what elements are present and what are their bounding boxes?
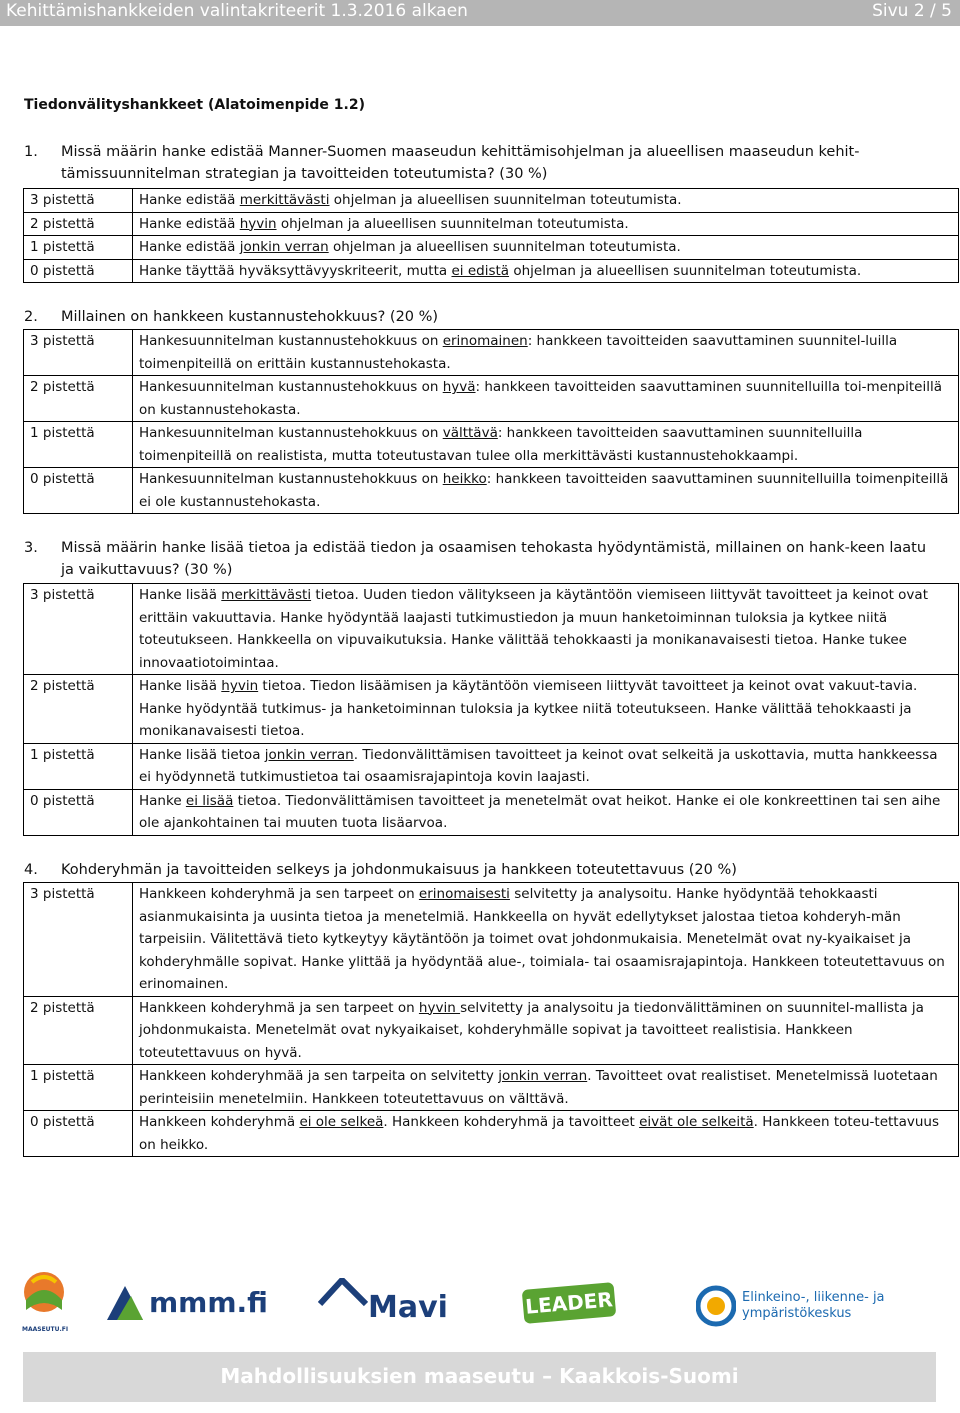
criteria-row: [24, 1065, 959, 1111]
emphasized-term: jonkin verran: [264, 746, 354, 763]
description-text: Hanke lisää: [139, 678, 222, 694]
section-title: Tiedonvälityshankkeet (Alatoimenpide 1.2): [24, 97, 366, 113]
criteria-description: [133, 376, 959, 422]
document-header: [0, 0, 960, 26]
description-text: : hankkeen tavoitteiden saavuttaminen suunnitelluilla toimenpiteillä ei ole kustannustehokasta.: [139, 471, 949, 510]
description-text: Hankesuunnitelman kustannustehokkuus on: [139, 379, 443, 395]
question-number: 1.: [24, 144, 38, 160]
criteria-description: [133, 584, 959, 675]
score-label: 1 pistettä: [24, 743, 133, 789]
question-2-heading: [24, 306, 944, 328]
question-text: Missä määrin hanke lisää tietoa ja edistää tiedon ja osaamisen tehokasta hyödyntämistä, millainen on hank-keen laatu ja vaikuttavuus? (30 %): [61, 540, 927, 578]
description-text: ohjelman ja alueellisen suunnitelman toteutumista.: [329, 192, 682, 208]
criteria-description: [133, 422, 959, 468]
question-text: Kohderyhmän ja tavoitteiden selkeys ja johdonmukaisuus ja hankkeen toteutettavuus (20 %): [61, 862, 737, 878]
emphasized-term: hyvä: [442, 379, 476, 395]
question-3-heading: [24, 537, 944, 581]
description-text: ohjelman ja alueellisen suunnitelman toteutumista.: [328, 239, 681, 255]
description-text: : hankkeen tavoitteiden saavuttaminen suunnitel-luilla toimenpiteillä on erittäin kustannustehokasta.: [139, 333, 898, 372]
criteria-row: [24, 330, 959, 376]
criteria-description: [133, 236, 959, 260]
description-text: . Hankkeen toteu-tettavuus on heikko.: [139, 1114, 940, 1153]
emphasized-term: merkittävästi: [239, 192, 330, 208]
description-text: Hanke edistää: [139, 215, 240, 232]
emphasized-term: hyvin: [418, 999, 461, 1016]
score-label: 3 pistettä: [24, 584, 133, 675]
question-number: 2.: [24, 309, 38, 325]
leader-logo-text: LEADER: [524, 1287, 614, 1319]
emphasized-term: erinomainen: [442, 333, 528, 349]
description-text: Hanke edistää: [139, 239, 240, 255]
emphasized-term: ei lisää: [185, 792, 234, 809]
score-label: 3 pistettä: [24, 330, 133, 376]
criteria-row: [24, 743, 959, 789]
description-text: selvitetty ja analysoitu ja tiedonvälittäminen on suunnitel-mallista ja johdonmukaista. Menetelmät ovat nykyaikaiset, kohderyhmälle sopivat ja tavoitteet realistisia. Hankkeen toteutettavuus on hyvä.: [139, 999, 924, 1061]
description-text: ohjelman ja alueellisen suunnitelman toteutumista.: [276, 215, 629, 232]
criteria-row: [24, 468, 959, 514]
description-text: Hankkeen kohderyhmää ja sen tarpeita on selvitetty: [139, 1068, 499, 1084]
description-text: Hankesuunnitelman kustannustehokkuus on: [139, 333, 443, 349]
criteria-description: [133, 996, 959, 1065]
criteria-row: [24, 584, 959, 675]
score-label: 0 pistettä: [24, 789, 133, 835]
emphasized-term: hyvin: [239, 215, 277, 232]
score-label: 2 pistettä: [24, 996, 133, 1065]
maaseutu-logo-text: MAASEUTU.FI: [22, 1326, 69, 1333]
emphasized-term: jonkin verran: [239, 239, 329, 255]
criteria-description: [133, 675, 959, 744]
ely-logo: [696, 1284, 926, 1332]
score-label: 0 pistettä: [24, 1111, 133, 1157]
score-label: 3 pistettä: [24, 883, 133, 997]
criteria-row: [24, 376, 959, 422]
score-label: 0 pistettä: [24, 468, 133, 514]
score-label: 1 pistettä: [24, 422, 133, 468]
criteria-description: [133, 789, 959, 835]
description-text: . Tavoitteet ovat realistiset. Menetelmissä luotetaan perinteisiin menetelmiin. Hankkeen toteutettavuus on välttävä.: [139, 1068, 938, 1107]
criteria-description: [133, 330, 959, 376]
criteria-description: [133, 189, 959, 213]
mavi-logo-text: Mavi: [368, 1290, 448, 1325]
score-label: 1 pistettä: [24, 236, 133, 260]
criteria-table-2: [23, 329, 959, 514]
emphasized-term: jonkin verran: [498, 1068, 588, 1084]
criteria-description: [133, 468, 959, 514]
description-text: Hankkeen kohderyhmä ja sen tarpeet on: [139, 886, 419, 902]
description-text: Hankkeen kohderyhmä: [139, 1114, 300, 1130]
leader-logo: [522, 1282, 617, 1324]
description-text: . Hankkeen kohderyhmä ja tavoitteet: [383, 1114, 640, 1130]
criteria-row: [24, 236, 959, 260]
description-text: . Tiedonvälittämisen tavoitteet ja keinot ovat selkeitä ja uskottavia, mutta hankkeessa ei hyödynnetä tutkimustietoa tai osaamisrajapintoja kovin laajasti.: [139, 746, 938, 785]
description-text: : hankkeen tavoitteiden saavuttaminen suunnitelluilla toimenpiteillä on realistista, mutta toteutustavan tulee olla merkittävästi kustannustehokkaampi.: [139, 425, 863, 464]
description-text: Hanke lisää tietoa: [139, 746, 265, 763]
ely-logo-text-2: ympäristökeskus: [742, 1306, 852, 1321]
score-label: 0 pistettä: [24, 259, 133, 283]
description-text: ohjelman ja alueellisen suunnitelman toteutumista.: [509, 262, 862, 279]
footer-text: Mahdollisuuksien maaseutu – Kaakkois-Suomi: [220, 1364, 739, 1388]
criteria-row: [24, 422, 959, 468]
criteria-description: [133, 1065, 959, 1111]
page-number: Sivu 2 / 5: [872, 1, 952, 21]
criteria-description: [133, 259, 959, 283]
criteria-table-4: [23, 882, 959, 1157]
mavi-logo: [318, 1278, 453, 1328]
description-text: tietoa. Tiedon lisäämisen ja käytäntöön viemiseen liittyvät tavoitteet ja keinot ovat vakuut-tavia. Hanke hyödyntää tutkimus- ja hanketoiminnan tuloksia ja kytkee niitä toteutukseen. Hanke välittää tehokkaasti ja monikanavaisesti tietoa.: [139, 678, 918, 739]
maaseutu-logo: [22, 1270, 69, 1333]
criteria-row: [24, 212, 959, 236]
emphasized-term: hyvin: [221, 678, 259, 694]
description-text: Hanke edistää: [139, 192, 240, 208]
description-text: Hanke lisää: [139, 587, 222, 603]
emphasized-term: eivät ole selkeitä: [639, 1114, 754, 1130]
criteria-row: [24, 189, 959, 213]
criteria-row: [24, 883, 959, 997]
emphasized-term: merkittävästi: [221, 587, 312, 603]
question-text: Millainen on hankkeen kustannustehokkuus? (20 %): [61, 309, 439, 325]
description-text: selvitetty ja analysoitu. Hanke hyödyntää tehokkaasti asianmukaisinta ja uusinta tietoa ja menetelmiä. Hankkeella on hyvät edellytykset jalostaa tietoa kohderyh-män tarpeisiin. Välitettävä tieto kytkeytyy käytäntöön ja toimet ovat johdonmukaisia. Menetelmät ovat ny-kyaikaiset ja kohderyhmälle sopivat. Hanke ylittää ja hyödyntää alue-, toimiala- tai osaamisrajapintoja. Hankkeen toteutettavuus on erinomainen.: [139, 886, 945, 992]
description-text: Hankesuunnitelman kustannustehokkuus on: [139, 471, 443, 487]
footer-banner: [23, 1352, 936, 1402]
criteria-row: [24, 675, 959, 744]
partner-logos: [0, 1262, 960, 1342]
emphasized-term: ei edistä: [451, 262, 510, 279]
criteria-description: [133, 1111, 959, 1157]
criteria-row: [24, 996, 959, 1065]
emphasized-term: erinomaisesti: [418, 886, 510, 902]
ely-logo-text-1: Elinkeino-, liikenne- ja: [742, 1290, 885, 1305]
description-text: : hankkeen tavoitteiden saavuttaminen suunnitelluilla toi-menpiteillä on kustannustehokasta.: [139, 379, 942, 418]
criteria-description: [133, 883, 959, 997]
criteria-row: [24, 1111, 959, 1157]
score-label: 3 pistettä: [24, 189, 133, 213]
description-text: Hanke täyttää hyväksyttävyyskriteerit, mutta: [139, 262, 452, 279]
description-text: tietoa. Tiedonvälittämisen tavoitteet ja menetelmät ovat heikot. Hanke ei ole konkreettinen tai sen aihe ole ajankohtainen tai muuten tuota lisäarvoa.: [139, 792, 941, 831]
criteria-description: [133, 212, 959, 236]
mmm-logo-text: mmm.fi: [149, 1286, 268, 1319]
criteria-table-3: [23, 583, 959, 836]
mmm-logo: [105, 1282, 268, 1324]
document-title: Kehittämishankkeiden valintakriteerit 1.3.2016 alkaen: [6, 1, 468, 21]
emphasized-term: välttävä: [442, 425, 498, 441]
criteria-row: [24, 789, 959, 835]
question-number: 4.: [24, 862, 38, 878]
score-label: 2 pistettä: [24, 212, 133, 236]
question-4-heading: [24, 859, 944, 881]
description-text: Hankkeen kohderyhmä ja sen tarpeet on: [139, 999, 419, 1016]
criteria-table-1: [23, 188, 959, 283]
score-label: 2 pistettä: [24, 675, 133, 744]
criteria-description: [133, 743, 959, 789]
description-text: Hankesuunnitelman kustannustehokkuus on: [139, 425, 443, 441]
description-text: tietoa. Uuden tiedon välitykseen ja käytäntöön viemiseen liittyvät tavoitteet ja keinot ovat erittäin vakuuttavia. Hanke hyödyntää laajasti tutkimustiedon ja muun hanketoiminnan tuloksia ja kytkee niitä toteutukseen. Hankkeella on vipuvaikutuksia. Hanke välittää tehokkaasti ja monikanavaisesti tietoa. Hanke tukee innovaatiotoimintaa.: [139, 587, 928, 671]
question-text: Missä määrin hanke edistää Manner-Suomen maaseudun kehittämisohjelman ja alueellisen maaseudun kehit-tämissuunnitelman strategian ja tavoitteiden toteutumista? (30 %): [61, 144, 860, 182]
emphasized-term: ei ole selkeä: [299, 1114, 384, 1130]
question-number: 3.: [24, 540, 38, 556]
score-label: 2 pistettä: [24, 376, 133, 422]
criteria-row: [24, 259, 959, 283]
question-1-heading: [24, 141, 944, 185]
emphasized-term: heikko: [442, 471, 487, 487]
description-text: Hanke: [139, 792, 186, 809]
score-label: 1 pistettä: [24, 1065, 133, 1111]
